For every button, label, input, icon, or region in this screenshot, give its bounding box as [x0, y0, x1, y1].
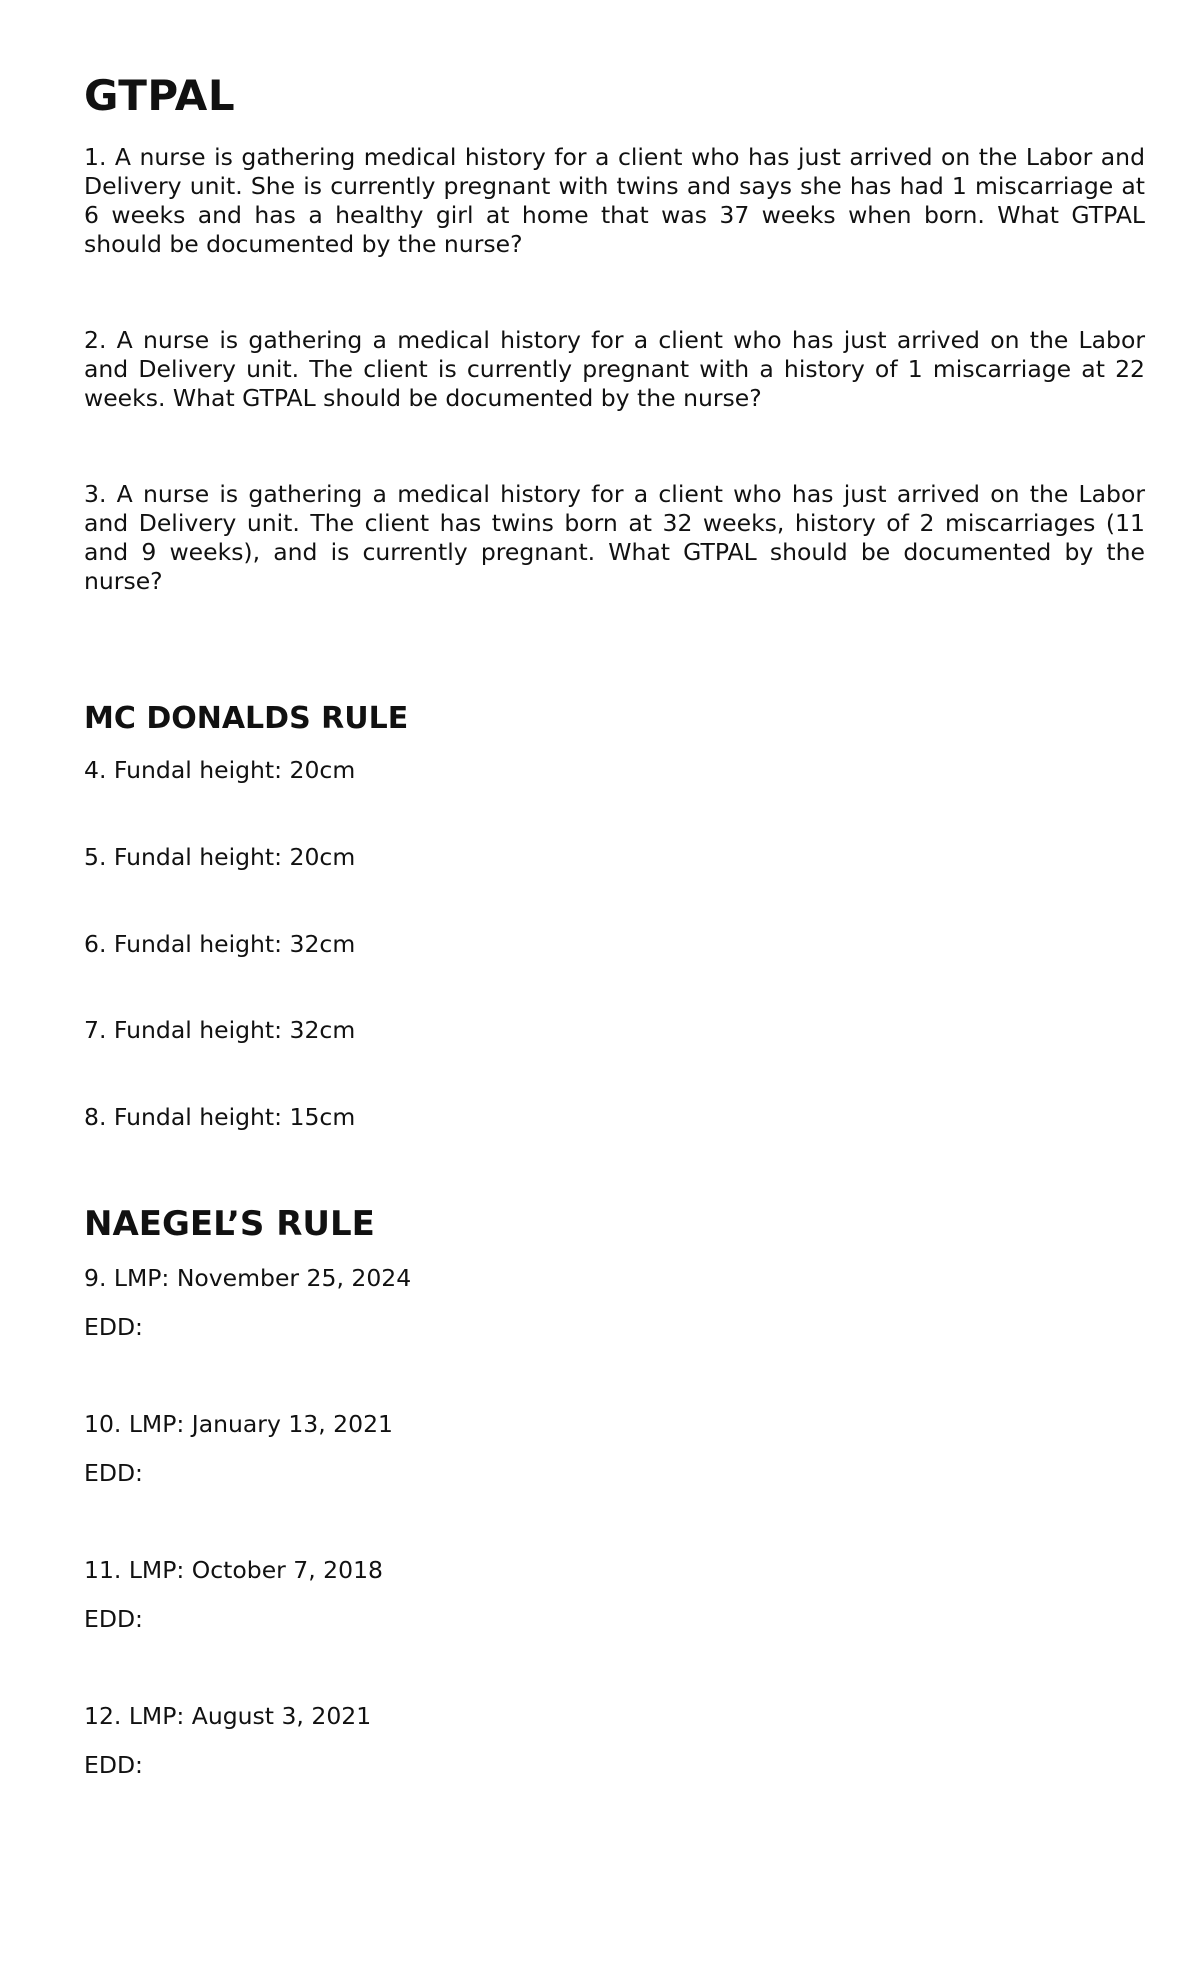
edd-label-10: EDD: [84, 1459, 143, 1487]
question-2: 2. A nurse is gathering a medical history for a client who has just arrived on the Labor and Delivery unit. The client is currently pregnant with a history of 1 miscarriage at 22 weeks. What GTPAL should be documented by the nurse? [84, 326, 1145, 412]
lmp-item-11: 11. LMP: October 7, 2018 [84, 1556, 383, 1584]
fundal-item-5: 5. Fundal height: 20cm [84, 843, 356, 871]
gtpal-heading: GTPAL [84, 71, 236, 120]
mcdonalds-heading: MC DONALDS RULE [84, 701, 409, 736]
edd-label-12: EDD: [84, 1751, 143, 1779]
lmp-item-10: 10. LMP: January 13, 2021 [84, 1410, 393, 1438]
edd-label-11: EDD: [84, 1605, 143, 1633]
question-3: 3. A nurse is gathering a medical history for a client who has just arrived on the Labor and Delivery unit. The client has twins born at 32 weeks, history of 2 miscarriages (11 and 9 weeks), and is currently pregnant. What GTPAL should be documented by the nurse? [84, 480, 1145, 595]
fundal-item-7: 7. Fundal height: 32cm [84, 1016, 356, 1044]
naegel-heading: NAEGEL’S RULE [84, 1204, 375, 1244]
fundal-item-8: 8. Fundal height: 15cm [84, 1103, 356, 1131]
edd-label-9: EDD: [84, 1313, 143, 1341]
lmp-item-9: 9. LMP: November 25, 2024 [84, 1264, 412, 1292]
fundal-item-6: 6. Fundal height: 32cm [84, 930, 356, 958]
question-1: 1. A nurse is gathering medical history for a client who has just arrived on the Labor and Delivery unit. She is currently pregnant with twins and says she has had 1 miscarriage at 6 weeks and has a healthy girl at home that was 37 weeks when born. What GTPAL should be documented by the nurse? [84, 143, 1145, 258]
lmp-item-12: 12. LMP: August 3, 2021 [84, 1702, 372, 1730]
fundal-item-4: 4. Fundal height: 20cm [84, 756, 356, 784]
